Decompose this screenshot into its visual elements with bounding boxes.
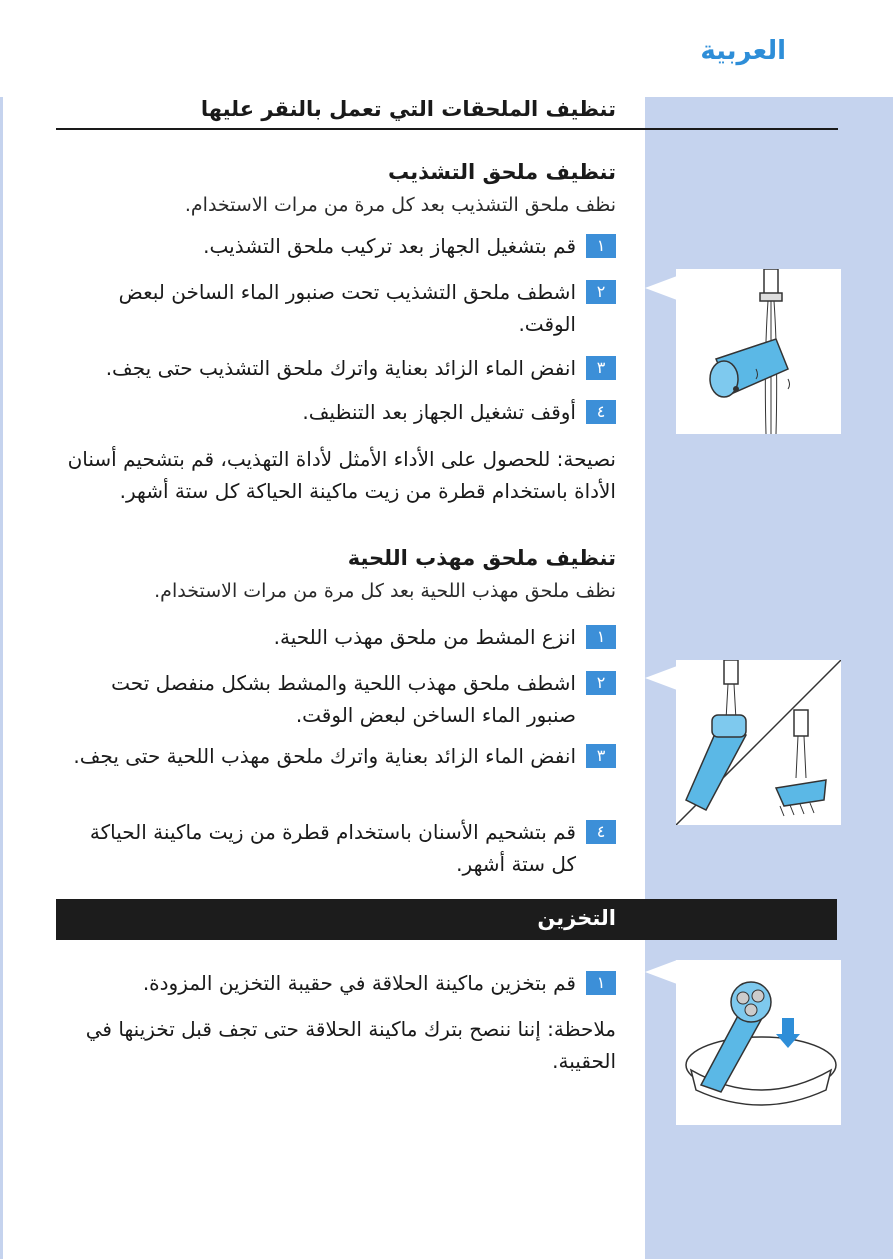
styler-tip: نصيحة: للحصول على الأداء الأمثل لأداة التهذيب، قم بتشحيم أسنان الأداة باستخدام قطرة من زيت ماكينة الحياكة كل ستة أشهر.: [67, 447, 616, 503]
step-number-badge: ٣: [586, 744, 616, 768]
step-number-badge: ٢: [586, 671, 616, 695]
beard-step-3: [56, 740, 616, 772]
step-number-badge: ٣: [586, 356, 616, 380]
language-label: العربية: [700, 36, 786, 66]
step-text: قم بتخزين ماكينة الحلاقة في حقيبة التخزين المزودة.: [142, 971, 576, 995]
step-text: اشطف ملحق التشذيب تحت صنبور الماء الساخن لبعض الوقت.: [118, 280, 576, 336]
step-text: قم بتشحيم الأسنان باستخدام قطرة من زيت ماكينة الحياكة كل ستة أشهر.: [89, 820, 576, 876]
step-number-badge: ١: [586, 234, 616, 258]
step-number-badge: ١: [586, 625, 616, 649]
styler-step-1: [56, 230, 616, 262]
section-title: تنظيف الملحقات التي تعمل بالنقر عليها: [200, 97, 616, 121]
step-number-badge: ٤: [586, 400, 616, 424]
beard-step-4: [56, 816, 616, 880]
beard-rinse-illustration: [676, 660, 841, 825]
styler-title: تنظيف ملحق التشذيب: [387, 160, 616, 184]
styler-rinse-illustration: [676, 269, 841, 434]
styler-step-4: [56, 396, 616, 428]
styler-intro: نظف ملحق التشذيب بعد كل مرة من مرات الاستخدام.: [184, 194, 616, 216]
step-number-badge: ١: [586, 971, 616, 995]
left-margin-strip: [0, 97, 3, 1259]
step-text: انفض الماء الزائد بعناية واترك ملحق التشذيب حتى يجف.: [105, 356, 576, 380]
step-text: انفض الماء الزائد بعناية واترك ملحق مهذب اللحية حتى يجف.: [73, 744, 576, 768]
styler-step-2: [56, 276, 616, 340]
storage-step-1: [56, 967, 616, 999]
beard-intro: نظف ملحق مهذب اللحية بعد كل مرة من مرات الاستخدام.: [154, 580, 616, 602]
callout-pointer: [645, 960, 677, 984]
callout-pointer: [645, 276, 677, 300]
storage-title: التخزين: [537, 906, 616, 930]
storage-title-bar: [56, 899, 837, 940]
storage-illustration: [676, 960, 841, 1125]
callout-pointer: [645, 666, 677, 690]
step-text: قم بتشغيل الجهاز بعد تركيب ملحق التشذيب.: [203, 234, 576, 258]
step-number-badge: ٢: [586, 280, 616, 304]
step-text: انزع المشط من ملحق مهذب اللحية.: [273, 625, 576, 649]
step-text: اشطف ملحق مهذب اللحية والمشط بشكل منفصل تحت صنبور الماء الساخن لبعض الوقت.: [111, 671, 576, 727]
styler-step-3: [56, 352, 616, 384]
beard-step-1: [56, 621, 616, 653]
step-number-badge: ٤: [586, 820, 616, 844]
storage-note: ملاحظة: إننا ننصح بترك ماكينة الحلاقة حتى تجف قبل تخزينها في الحقيبة.: [85, 1017, 616, 1073]
beard-step-2: [56, 667, 616, 731]
beard-title: تنظيف ملحق مهذب اللحية: [347, 546, 616, 570]
section-rule: [56, 128, 838, 130]
step-text: أوقف تشغيل الجهاز بعد التنظيف.: [302, 400, 576, 424]
